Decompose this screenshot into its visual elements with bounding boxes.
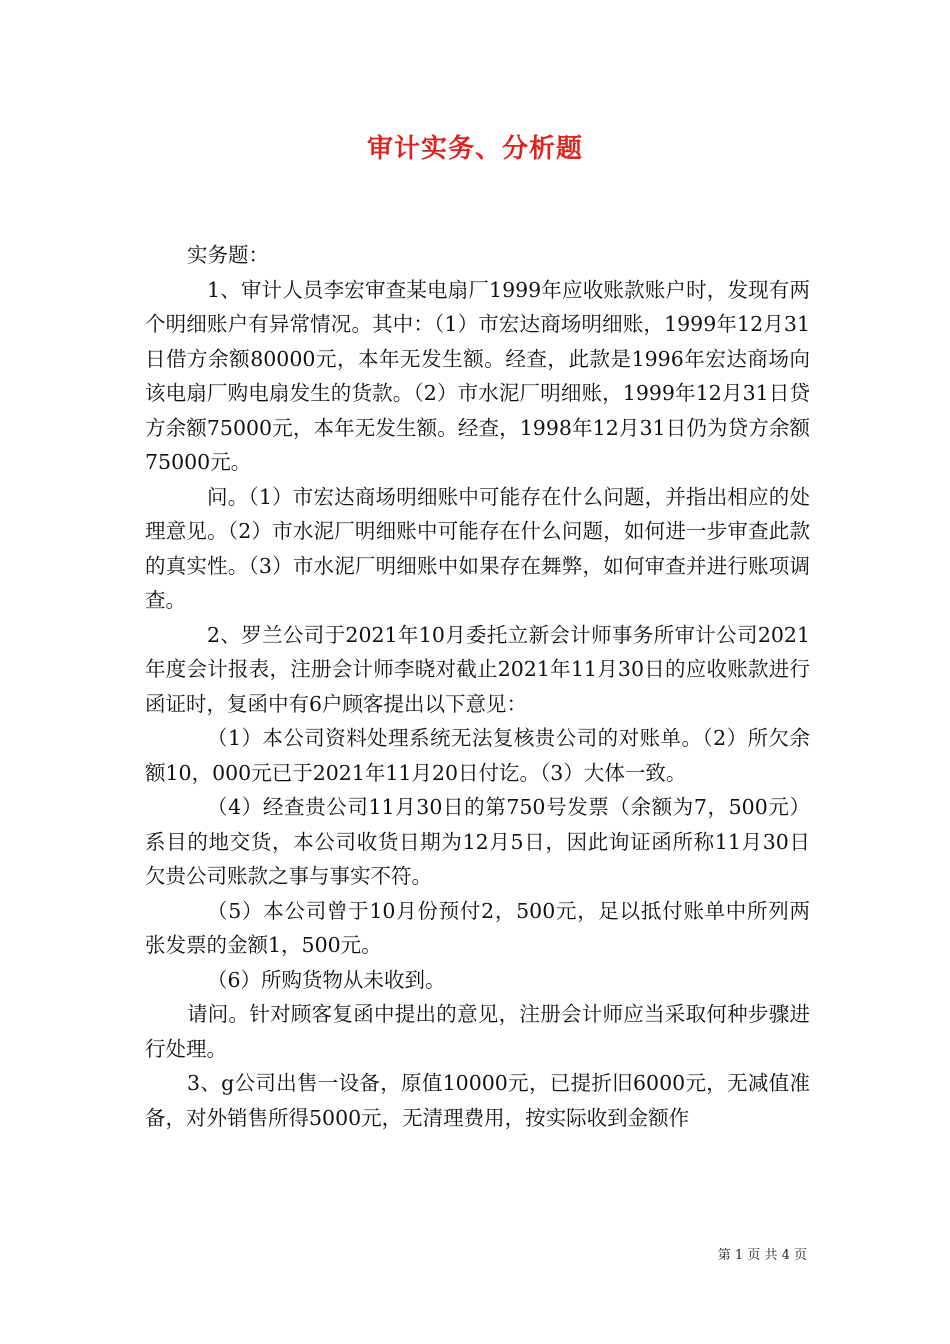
page-number: 第 1 页 共 4 页 [717,1248,807,1263]
document-title: 审计实务、分析题 [366,134,583,164]
paragraph: （6）所购货物从未收到。 [207,967,446,992]
document-body [145,238,810,1135]
paragraph: 请问。针对顾客复函中提出的意见，注册会计师应当采取何种步骤进行处理。 [145,1002,810,1061]
paragraph: 2、罗兰公司于2021年10月委托立新会计师事务所审计公司2021年度会计报表，注册会计师李晓对截止2021年11月30日的应收账款进行函证时，复函中有6户顾客提出以下意见： [145,622,810,716]
paragraph: （5）本公司曾于10月份预付2，500元，足以抵付账单中所列两张发票的金额1，500元。 [145,898,810,957]
paragraph: 3、g公司出售一设备，原值10000元，已提折旧6000元，无减值准备，对外销售所得5000元，无清理费用，按实际收到金额作 [145,1071,810,1130]
paragraph: 问。（1）市宏达商场明细账中可能存在什么问题，并指出相应的处理意见。（2）市水泥厂明细账中可能存在什么问题，如何进一步审查此款的真实性。（3）市水泥厂明细账中如果存在舞弊，如何审查并进行账项调查。 [145,484,810,612]
paragraph: （4）经查贵公司11月30日的第750号发票（余额为7，500元）系目的地交货，本公司收货日期为12月5日，因此询证函所称11月30日欠贵公司账款之事与事实不符。 [145,795,810,888]
paragraph: （1）本公司资料处理系统无法复核贵公司的对账单。（2）所欠余额10，000元已于2021年11月20日付讫。（3）大体一致。 [145,726,810,785]
paragraph: 1、审计人员李宏审查某电扇厂1999年应收账款账户时，发现有两个明细账户有异常情况。其中：（1）市宏达商场明细账，1999年12月31日借方余额80000元，本年无发生额。经查，此款是1996年宏达商场向该电扇厂购电扇发生的货款。（2）市水泥厂明细账，1999年12月31日贷方余额75000元，本年无发生额。经查，1998年12月31日仍为贷方余额75000元。 [145,277,810,474]
section-heading: 实务题： [187,243,269,267]
